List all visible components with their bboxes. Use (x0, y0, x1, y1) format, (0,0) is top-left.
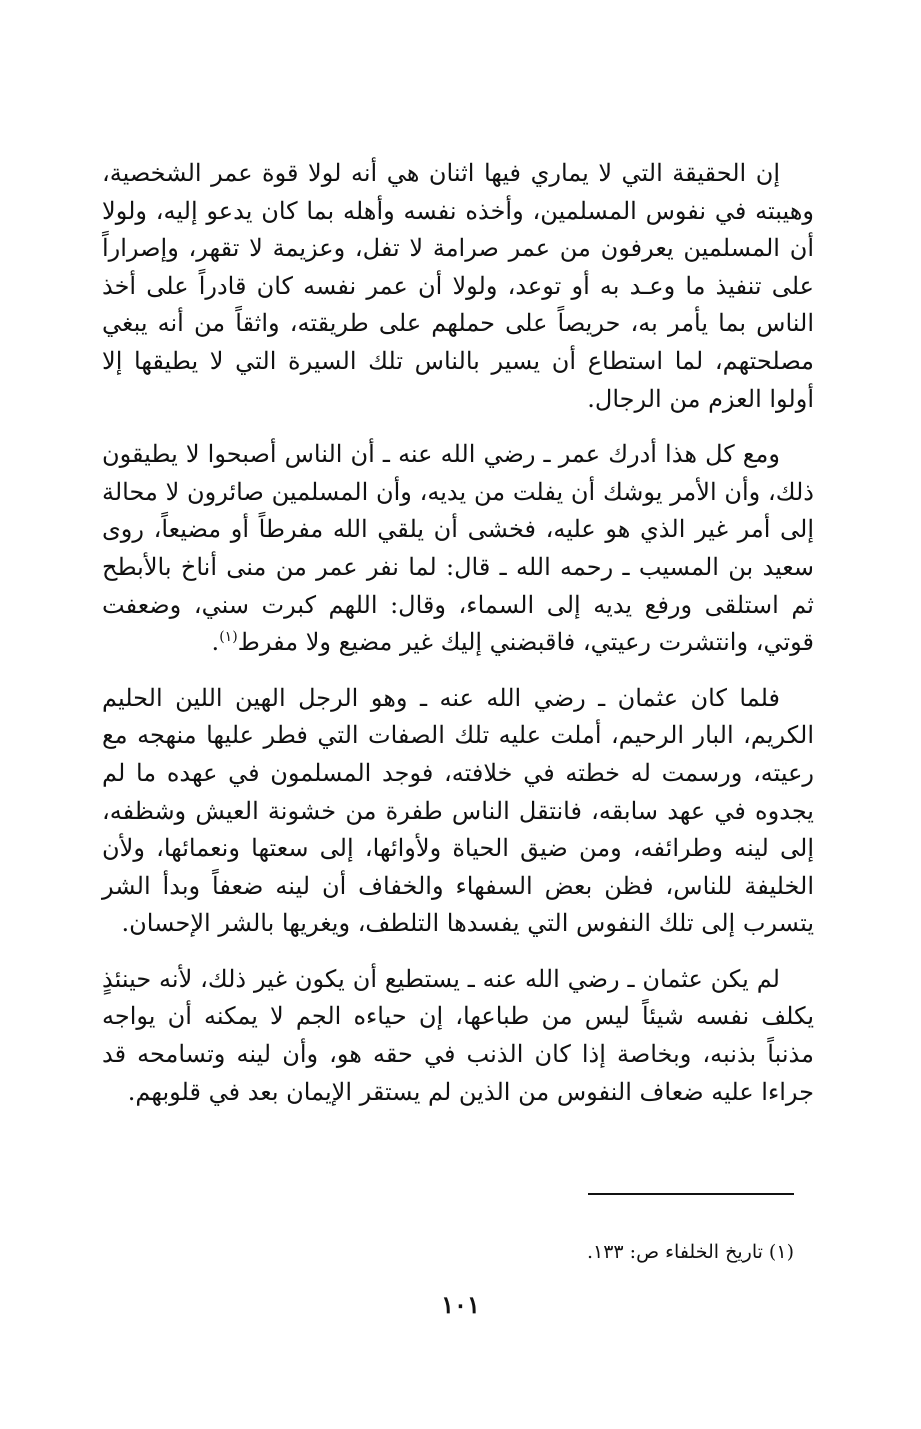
footnote-reference: (١) (219, 629, 238, 646)
paragraph-2: ومع كل هذا أدرك عمر ـ رضي الله عنه ـ أن الناس أصبحوا لا يطيقون ذلك، وأن الأمر يوشك أن يفلت من يديه، وأن المسلمين صائرون لا محالة إلى أمر غير الذي هو عليه، فخشى أن يلقي الله مفرطاً أو مضيعاً، روى سعيد بن المسيب ـ رحمه الله ـ قال: لما نفر عمر من منى أناخ بالأبطح ثم استلقى ورفع يديه إلى السماء، وقال: اللهم كبرت سني، وضعفت قوتي، وانتشرت رعيتي، فاقبضني إليك غير مضيع ولا مفرط$^{(١)}$. (102, 440, 814, 657)
main-text (102, 155, 814, 1129)
footnote-divider (588, 1193, 794, 1195)
paragraph-1: إن الحقيقة التي لا يماري فيها اثنان هي أنه لولا قوة عمر الشخصية، وهيبته في نفوس المسلمين، وأخذه نفسه وأهله بما كان يدعو إليه، ولولا أن المسلمين يعرفون من عمر صرامة لا تفل، وعزيمة لا تقهر، وإصراراً على تنفيذ ما وعـد به أو توعد، ولولا أن عمر نفسه كان قادراً على أخذ الناس بما يأمر به، حريصاً على حملهم على طريقته، واثقاً من أنه يبغي مصلحتهم، لما استطاع أن يسير بالناس تلك السيرة التي لا يطيقها إلا أولوا العزم من الرجال. (102, 159, 815, 413)
page-number: ١٠١ (441, 1290, 480, 1319)
paragraph-3: فلما كان عثمان ـ رضي الله عنه ـ وهو الرجل الهين اللين الحليم الكريم، البار الرحيم، أملت عليه تلك الصفات التي فطر عليها منهجه مع رعيته، ورسمت له خطته في خلافته، فوجد المسلمون في عهده ما لم يجدوه في عهد سابقه، فانتقل الناس طفرة من خشونة العيش وشظفه، إلى لينه وطرائفه، ومن ضيق الحياة ولأوائها، إلى سعتها ونعمائها، ولأن الخليفة للناس، فظن بعض السفهاء والخفاف أن لينه ضعفاً وبدأ الشر يتسرب إلى تلك النفوس التي يفسدها التلطف، ويغريها بالشر الإحسان. (102, 683, 814, 938)
paragraph-4: لم يكن عثمان ـ رضي الله عنه ـ يستطيع أن يكون غير ذلك، لأنه حينئذٍ يكلف نفسه شيئاً ليس من طباعها، إن حياءه الجم لا يمكنه أن يواجه مذنباً بذنبه، وبخاصة إذا كان الذنب في حقه هو، وأن لينه وتسامحه قد جراءا عليه ضعاف النفوس من الذين لم يستقر الإيمان بعد في قلوبهم. (102, 964, 814, 1106)
footnote: (١) تاريخ الخلفاء ص: ١٣٣. (586, 1241, 794, 1263)
